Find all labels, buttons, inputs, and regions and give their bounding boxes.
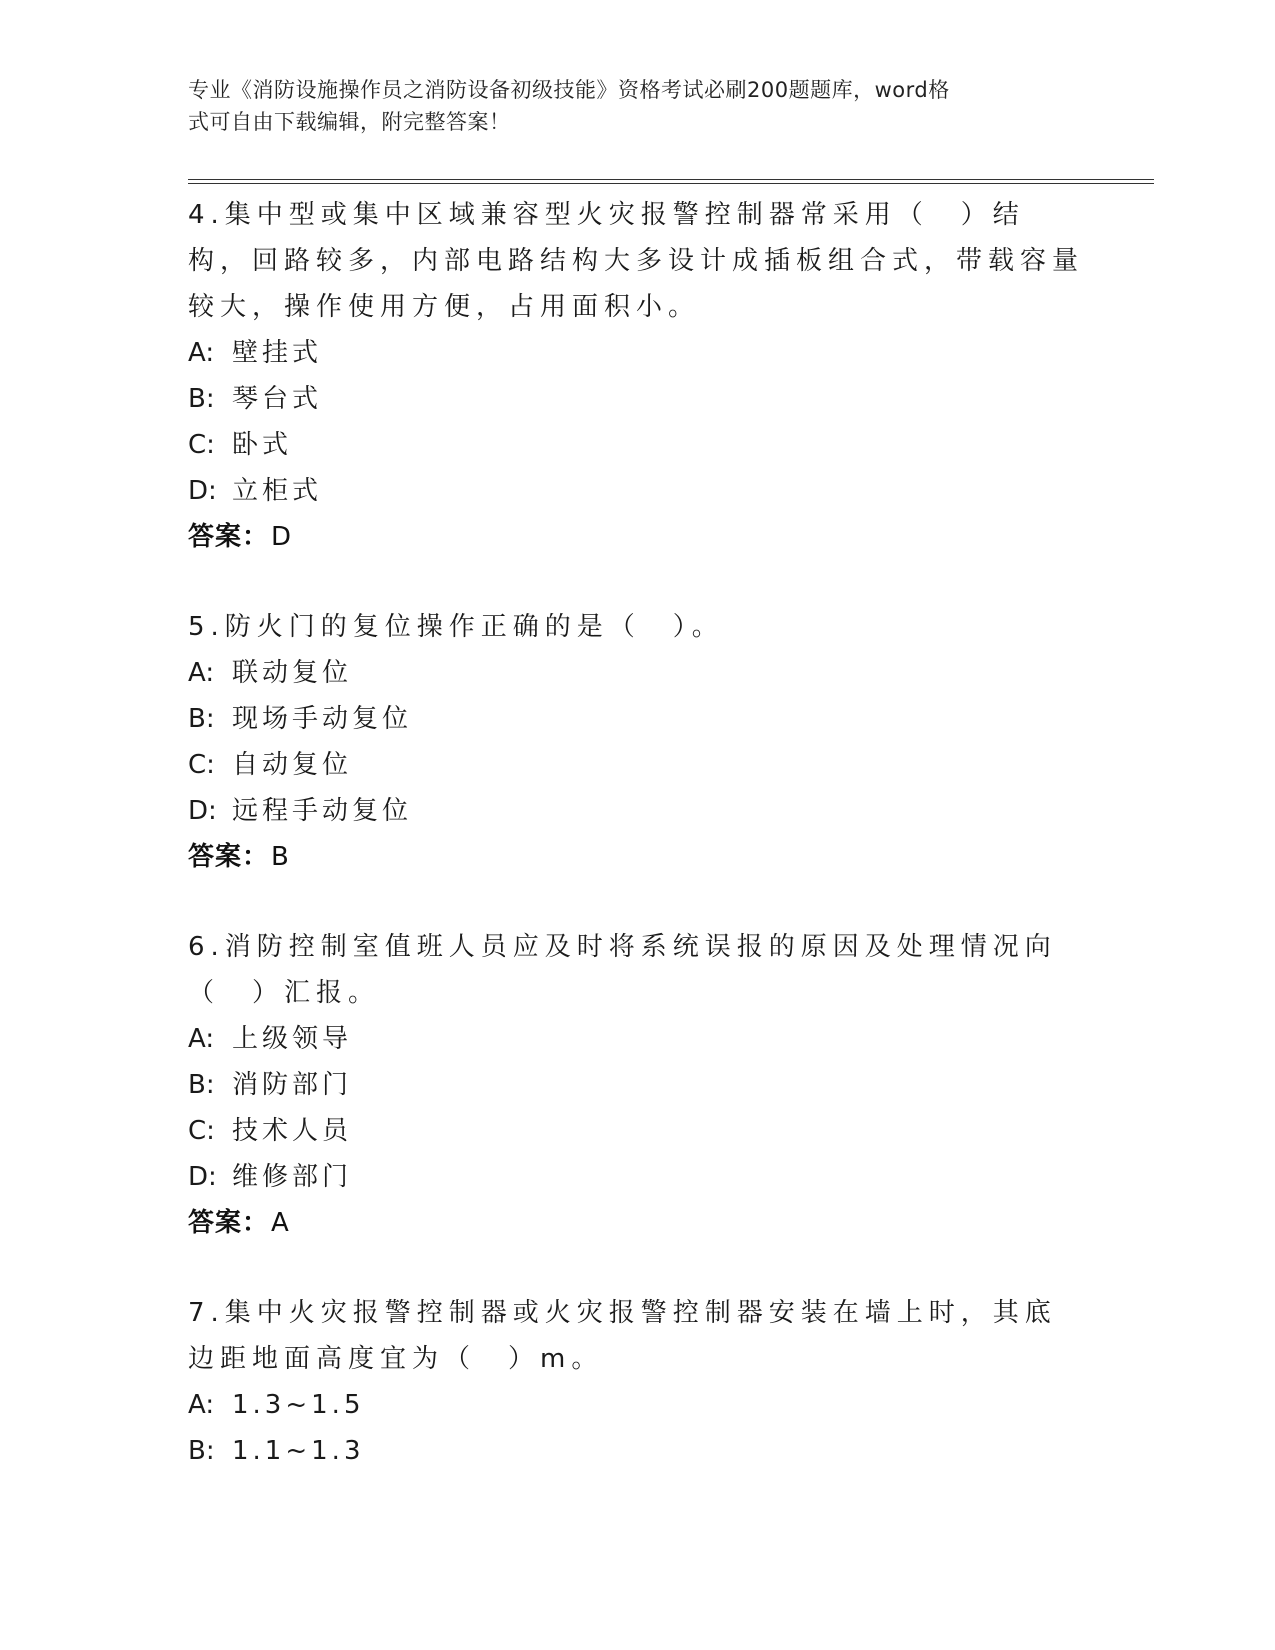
option-key: D: [188, 796, 217, 826]
option-key: B: [188, 384, 215, 414]
option-text: 琴台式 [232, 384, 323, 414]
intro-line-1: 专业《消防设施操作员之消防设备初级技能》资格考试必刷200题题库，word格 [188, 78, 950, 102]
option-key: B: [188, 1070, 215, 1100]
option-text: 立柜式 [232, 476, 323, 506]
option-text: 1.1~1.3 [232, 1436, 365, 1466]
answer-label: 答案： [188, 522, 270, 552]
option-d [188, 468, 1088, 514]
question-block [188, 192, 1088, 560]
answer-label: 答案： [188, 842, 270, 872]
question-block [188, 1290, 1088, 1474]
option-key: C: [188, 1116, 215, 1146]
answer-label: 答案： [188, 1208, 270, 1238]
question-list [188, 192, 1088, 1518]
option-b [188, 1062, 1088, 1108]
intro-line-2: 式可自由下载编辑，附完整答案！ [188, 110, 511, 134]
option-b [188, 1428, 1088, 1474]
question-stem: 7.集中火灾报警控制器或火灾报警控制器安装在墙上时，其底边距地面高度宜为（ ）m。 [188, 1298, 1057, 1374]
option-a [188, 1016, 1088, 1062]
question-stem: 4.集中型或集中区域兼容型火灾报警控制器常采用（ ）结构，回路较多，内部电路结构大多设计成插板组合式，带载容量较大，操作使用方便，占用面积小。 [188, 200, 1085, 322]
option-text: 技术人员 [232, 1116, 353, 1146]
option-text: 壁挂式 [232, 338, 323, 368]
option-key: D: [188, 1162, 217, 1192]
question-stem: 6.消防控制室值班人员应及时将系统误报的原因及处理情况向（ ）汇报。 [188, 932, 1057, 1008]
option-key: C: [188, 430, 215, 460]
option-text: 自动复位 [232, 750, 353, 780]
option-text: 1.3~1.5 [232, 1390, 365, 1420]
option-c [188, 742, 1088, 788]
option-text: 现场手动复位 [232, 704, 413, 734]
option-text: 维修部门 [232, 1162, 353, 1192]
option-key: C: [188, 750, 215, 780]
option-text: 消防部门 [232, 1070, 353, 1100]
option-key: A: [188, 338, 215, 368]
option-d [188, 788, 1088, 834]
option-text: 卧式 [232, 430, 293, 460]
option-a [188, 330, 1088, 376]
question-stem: 5.防火门的复位操作正确的是（ ）。 [188, 612, 724, 642]
answer-value: D [271, 522, 293, 552]
option-key: B: [188, 1436, 215, 1466]
answer-line [188, 514, 1088, 560]
option-key: D: [188, 476, 217, 506]
option-key: A: [188, 1390, 215, 1420]
document-intro [188, 74, 1088, 138]
answer-line [188, 834, 1088, 880]
header-divider-bottom [188, 183, 1154, 184]
answer-value: A [271, 1208, 290, 1238]
option-key: A: [188, 1024, 215, 1054]
option-text: 上级领导 [232, 1024, 353, 1054]
option-c [188, 422, 1088, 468]
option-key: A: [188, 658, 215, 688]
question-block [188, 924, 1088, 1246]
header-divider-top [188, 179, 1154, 180]
option-d [188, 1154, 1088, 1200]
option-key: B: [188, 704, 215, 734]
option-text: 联动复位 [232, 658, 353, 688]
question-block [188, 604, 1088, 880]
answer-value: B [271, 842, 290, 872]
option-b [188, 696, 1088, 742]
option-a [188, 650, 1088, 696]
option-a [188, 1382, 1088, 1428]
option-text: 远程手动复位 [232, 796, 413, 826]
option-c [188, 1108, 1088, 1154]
option-b [188, 376, 1088, 422]
answer-line [188, 1200, 1088, 1246]
